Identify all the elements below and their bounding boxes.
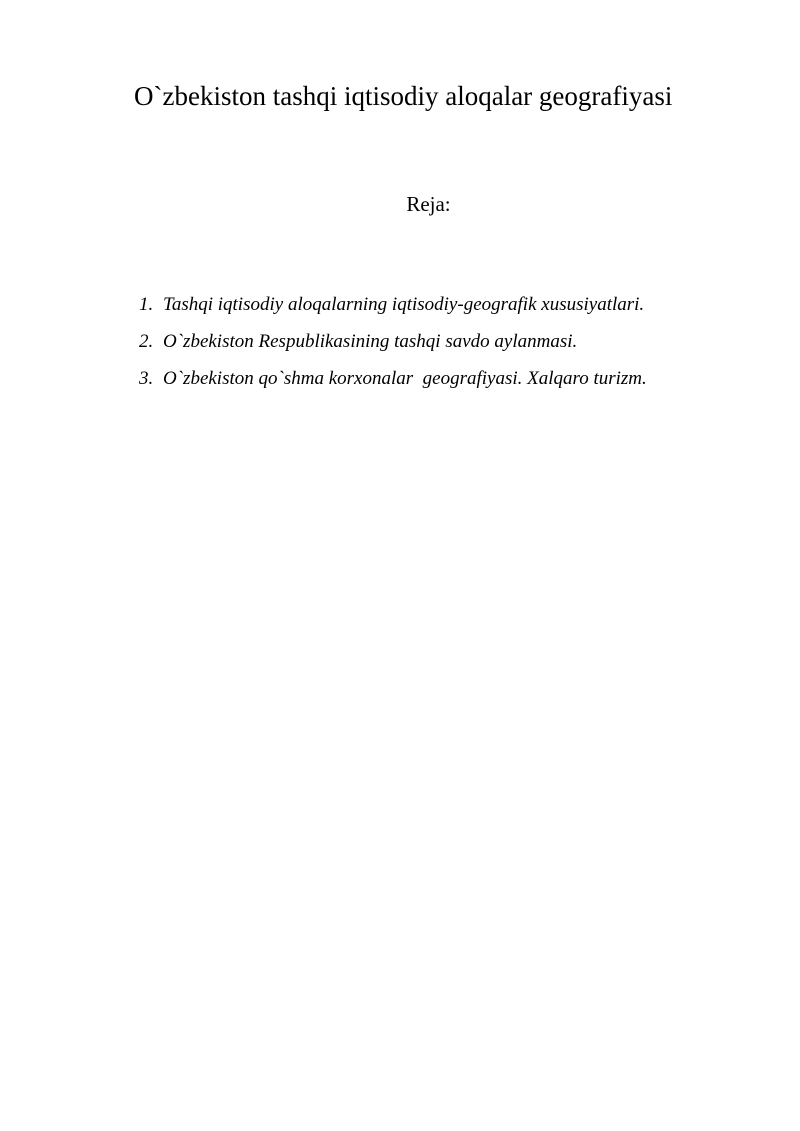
document-title: O`zbekiston tashqi iqtisodiy aloqalar geografiyasi xyxy=(134,81,673,111)
plan-item-text: Tashqi iqtisodiy aloqalarning iqtisodiy-geografik xususiyatlari. xyxy=(163,294,645,315)
plan-item xyxy=(0,291,800,328)
plan-item xyxy=(0,328,800,365)
plan-item-number: 2. xyxy=(139,331,154,352)
plan-list xyxy=(0,291,800,402)
plan-item-text: O`zbekiston Respublikasining tashqi savdo aylanmasi. xyxy=(163,331,578,352)
plan-item-text: O`zbekiston qo`shma korxonalar geografiyasi. Xalqaro turizm. xyxy=(163,368,647,389)
plan-item xyxy=(0,365,800,402)
plan-heading: Reja: xyxy=(406,192,451,216)
plan-item-number: 3. xyxy=(139,368,154,389)
plan-item-number: 1. xyxy=(139,294,154,315)
